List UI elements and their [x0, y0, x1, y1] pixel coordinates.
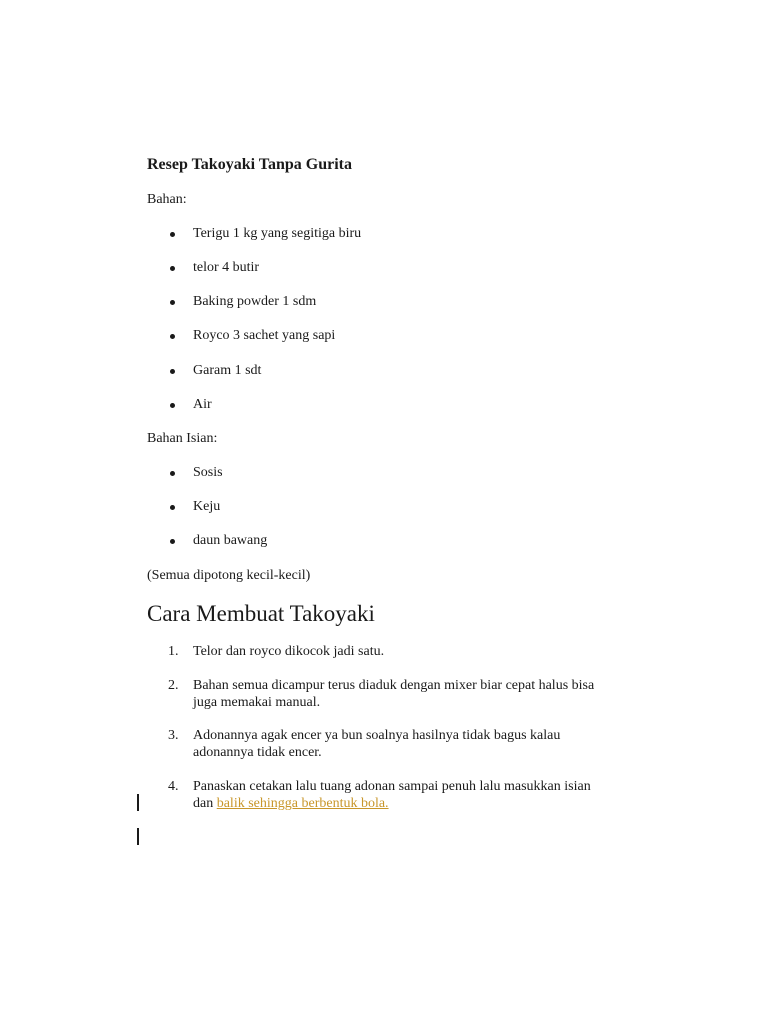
step-text — [193, 643, 653, 660]
text-cursor — [137, 828, 139, 845]
list-item-text: Sosis — [193, 465, 223, 480]
step-line: Telor dan royco dikocok jadi satu. — [193, 644, 385, 659]
bullet-icon — [170, 369, 175, 374]
list-item-text: Air — [193, 397, 212, 412]
step-text — [193, 778, 653, 812]
step-number: 2. — [168, 678, 179, 693]
list-item-text: daun bawang — [193, 533, 268, 548]
isian-label: Bahan Isian: — [147, 431, 218, 446]
step-line: Panaskan cetakan lalu tuang adonan sampai penuh lalu masukkan isian — [193, 779, 591, 794]
step-line-prefix: dan — [193, 796, 217, 811]
step-number: 1. — [168, 644, 179, 659]
step-number: 3. — [168, 728, 179, 743]
bullet-icon — [170, 505, 175, 510]
step-line: juga memakai manual. — [193, 695, 321, 710]
bullet-icon — [170, 471, 175, 476]
step-number: 4. — [168, 779, 179, 794]
step-line: Adonannya agak encer ya bun soalnya hasilnya tidak bagus kalau — [193, 728, 561, 743]
list-item-text: telor 4 butir — [193, 260, 260, 275]
bullet-icon — [170, 266, 175, 271]
note-text: (Semua dipotong kecil-kecil) — [147, 568, 311, 583]
list-item-text: Keju — [193, 499, 221, 514]
bullet-icon — [170, 539, 175, 544]
list-item-text: Garam 1 sdt — [193, 363, 262, 378]
step-line — [193, 795, 653, 812]
bullet-icon — [170, 300, 175, 305]
bullet-icon — [170, 403, 175, 408]
step-line: adonannya tidak encer. — [193, 745, 322, 760]
bullet-icon — [170, 334, 175, 339]
step-text — [193, 727, 653, 761]
step-line: Bahan semua dicampur terus diaduk dengan mixer biar cepat halus bisa — [193, 678, 595, 693]
cara-heading: Cara Membuat Takoyaki — [147, 601, 375, 626]
text-cursor — [137, 794, 139, 811]
step-text — [193, 677, 653, 711]
hyperlink[interactable]: balik sehingga berbentuk bola. — [216, 796, 389, 811]
list-item-text: Terigu 1 kg yang segitiga biru — [193, 226, 362, 241]
list-item-text: Royco 3 sachet yang sapi — [193, 328, 336, 343]
recipe-title: Resep Takoyaki Tanpa Gurita — [147, 156, 352, 173]
bullet-icon — [170, 232, 175, 237]
list-item-text: Baking powder 1 sdm — [193, 294, 317, 309]
bahan-label: Bahan: — [147, 192, 187, 207]
